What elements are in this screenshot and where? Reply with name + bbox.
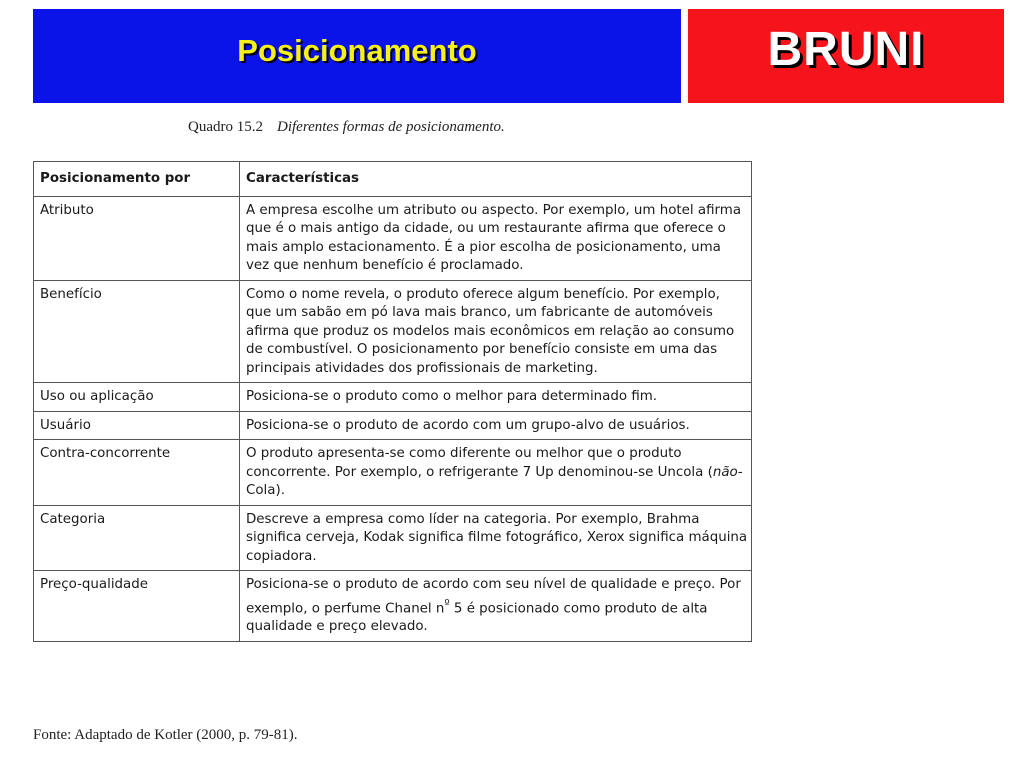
row-type: Preço-qualidade bbox=[34, 571, 240, 642]
row-description: Posiciona-se o produto como o melhor para determinado fim. bbox=[240, 383, 752, 412]
table-row bbox=[34, 505, 752, 571]
row-description-emphasis: não bbox=[712, 464, 738, 480]
table-header-row bbox=[34, 162, 752, 197]
table-row bbox=[34, 196, 752, 280]
row-description: Posiciona-se o produto de acordo com um grupo-alvo de usuários. bbox=[240, 411, 752, 440]
table-caption bbox=[188, 119, 505, 136]
row-type: Benefício bbox=[34, 280, 240, 383]
row-type: Contra-concorrente bbox=[34, 440, 240, 506]
row-description-text: Posiciona-se o produto de acordo com seu nível de qualidade e preço. Por exemplo, o perfume Chanel n bbox=[246, 577, 741, 616]
table-row bbox=[34, 280, 752, 383]
caption-number: Quadro 15.2 bbox=[188, 119, 263, 135]
source-text: : Adaptado de Kotler (2000, p. 79-81). bbox=[67, 727, 298, 743]
caption-description: Diferentes formas de posicionamento. bbox=[277, 119, 505, 135]
row-description-text: 5 é posicionado como produto de alta qualidade e preço elevado. bbox=[246, 600, 708, 635]
row-type: Uso ou aplicação bbox=[34, 383, 240, 412]
row-type: Categoria bbox=[34, 505, 240, 571]
header-characteristics: Características bbox=[240, 162, 752, 197]
source-label: Fonte bbox=[33, 727, 68, 743]
row-description bbox=[240, 440, 752, 506]
row-description-text: O produto apresenta-se como diferente ou melhor que o produto concorrente. Por exemplo, o refrigerante 7 Up denominou-se Uncola ( bbox=[246, 446, 713, 480]
source-note bbox=[33, 727, 298, 744]
header-positioning: Posicionamento por bbox=[34, 162, 240, 197]
row-type: Usuário bbox=[34, 411, 240, 440]
table-row bbox=[34, 440, 752, 506]
row-description bbox=[240, 571, 752, 642]
table-row bbox=[34, 411, 752, 440]
positioning-table bbox=[33, 161, 752, 642]
ordinal-indicator: º bbox=[444, 596, 450, 610]
row-description-text: -Cola). bbox=[246, 464, 743, 498]
slide-title: Posicionamento bbox=[237, 33, 477, 68]
table-row bbox=[34, 383, 752, 412]
title-bar bbox=[33, 9, 681, 103]
brand-logo-text: BRUNI bbox=[767, 22, 925, 76]
brand-box bbox=[688, 9, 1004, 103]
row-description: Descreve a empresa como líder na categoria. Por exemplo, Brahma significa cerveja, Kodak significa filme fotográfico, Xerox significa máquina copiadora. bbox=[240, 505, 752, 571]
row-description: A empresa escolhe um atributo ou aspecto. Por exemplo, um hotel afirma que é o mais antigo da cidade, ou um restaurante afirma que oferece o mais amplo estacionamento. É a pior escolha de posicionamento, uma vez que nenhum benefício é proclamado. bbox=[240, 196, 752, 280]
table-row bbox=[34, 571, 752, 642]
row-type: Atributo bbox=[34, 196, 240, 280]
row-description: Como o nome revela, o produto oferece algum benefício. Por exemplo, que um sabão em pó lava mais branco, um fabricante de automóveis afirma que produz os modelos mais econômicos em relação ao consumo de combustível. O posicionamento por benefício consiste em uma das principais atividades dos profissionais de marketing. bbox=[240, 280, 752, 383]
